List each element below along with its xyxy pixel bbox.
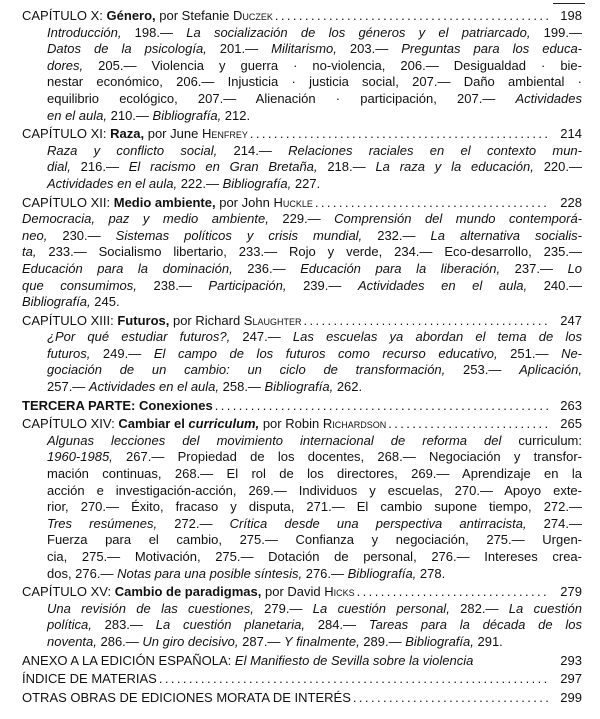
section-segment: Participación,	[208, 277, 287, 293]
dot-leader	[315, 195, 550, 212]
body-line-text	[47, 25, 582, 42]
toc-entry	[22, 313, 582, 396]
heading-text	[22, 8, 273, 25]
section-segment: curriculum:	[518, 432, 582, 448]
section-segment: 237.—	[500, 260, 568, 276]
section-segment: Notas para una posible síntesis,	[117, 565, 303, 581]
section-segment: Bibliografía,	[152, 107, 222, 123]
page-number: 198	[560, 8, 582, 23]
heading-segment: curriculum,	[188, 416, 260, 432]
section-segment: El campo de los futuros como recurso educativo,	[153, 345, 498, 361]
section-segment: 201.—	[206, 41, 272, 57]
section-segment: política,	[47, 617, 92, 633]
toc-heading[interactable]	[22, 584, 582, 601]
body-line-text	[47, 143, 582, 160]
section-segment: equilibrio ecológico, 207.— Alienación · participación, 207.—	[47, 90, 516, 106]
section-segment: Algunas lecciones del movimiento internacional de reforma del	[47, 432, 519, 448]
section-segment: mación continuas, 268.— El rol de los directores, 269.— Aprendizaje en la	[47, 466, 582, 482]
section-segment: Tareas para la década de los	[368, 617, 583, 633]
section-segment: rior, 270.— Éxito, fracaso y disputa, 271.— El cambio supone tiempo, 272.—	[47, 499, 582, 515]
body-line-text	[47, 433, 582, 450]
section-segment: Sistemas políticos y crisis mundial,	[115, 227, 363, 243]
section-segment: 289.—	[359, 633, 406, 649]
section-segment: 236.—	[232, 260, 301, 276]
body-line-text	[22, 261, 582, 278]
section-segment: 278.	[416, 565, 446, 581]
page-number: 214	[560, 126, 582, 142]
section-segment: Y finalmente,	[284, 633, 360, 649]
heading-segment: Richardson	[322, 416, 387, 432]
heading-text	[22, 195, 313, 212]
section-segment: Ne-	[561, 345, 583, 361]
body-line	[47, 499, 582, 516]
section-segment: Educación para la dominación,	[22, 260, 233, 276]
heading-segment: CAPÍTULO X:	[22, 8, 107, 23]
body-line	[47, 532, 582, 549]
section-segment: Actividades en el aula,	[358, 277, 528, 293]
section-segment: 274.—	[526, 515, 582, 531]
section-segment: 247.—	[230, 329, 293, 345]
section-segment: 210.—	[107, 107, 153, 123]
section-segment: Actividades en el aula,	[88, 379, 220, 395]
section-segment: 286.—	[96, 633, 143, 649]
section-segment: 251.—	[497, 345, 562, 361]
section-segment: 212.	[221, 107, 251, 123]
section-segment: Fuerza para el cambio, 275.— Confianza y negociación, 275.— Urgen-	[47, 532, 582, 548]
heading-segment: OTRAS OBRAS DE EDICIONES MORATA DE INTERÉS	[22, 689, 351, 705]
heading-segment: por Stefanie	[155, 8, 233, 23]
section-segment: 291.	[473, 633, 503, 649]
toc-heading[interactable]	[22, 653, 582, 670]
body-line	[47, 91, 582, 108]
section-segment: 276.—	[302, 565, 348, 581]
section-segment: Aplicación,	[519, 362, 582, 378]
page-number: 265	[560, 416, 582, 432]
heading-segment: Cambiar el	[118, 416, 189, 432]
heading-segment: por Robin	[259, 416, 323, 432]
heading-text	[22, 313, 301, 330]
section-segment: Actividades en el aula,	[47, 175, 178, 191]
section-segment: Democracia, paz y medio ambiente,	[22, 211, 269, 227]
section-segment: ¿Por qué estudiar futuros?,	[47, 329, 231, 345]
section-segment: 253.—	[445, 362, 520, 378]
toc-entry	[22, 671, 582, 688]
dot-leader	[159, 671, 550, 688]
heading-segment: por David	[261, 584, 325, 600]
toc-entry	[22, 584, 582, 650]
heading-text	[22, 690, 351, 707]
body-line	[47, 41, 582, 58]
section-segment: Bibliografía,	[405, 633, 474, 649]
heading-segment: TERCERA PARTE: Conexiones	[22, 397, 213, 413]
section-segment: ta,	[22, 244, 37, 260]
section-segment: acción e investigación-acción, 269.— Individuos y escuelas, 270.— Apoyo exte-	[47, 482, 582, 498]
toc-entry	[22, 8, 582, 124]
section-segment: 203.—	[336, 41, 402, 57]
heading-segment: El Manifiesto de Sevilla sobre la violencia	[234, 652, 474, 668]
body-line	[47, 379, 582, 396]
section-segment: dos, 276.—	[47, 565, 118, 581]
dot-leader	[275, 8, 550, 25]
section-segment: 1960-1985,	[47, 449, 113, 465]
section-segment: La cuestión personal,	[312, 600, 450, 616]
section-segment: Relaciones raciales en el contexto mun-	[288, 142, 582, 158]
section-segment: Bibliografía,	[347, 565, 417, 581]
section-segment: 214.—	[217, 142, 289, 158]
table-of-contents	[22, 8, 582, 706]
body-line-text	[47, 549, 582, 566]
dot-leader	[303, 313, 550, 330]
section-segment: Introducción,	[47, 24, 122, 40]
section-segment: 257.—	[47, 379, 89, 395]
heading-text	[22, 126, 248, 143]
section-segment: dial,	[47, 159, 71, 175]
body-line-text	[47, 566, 582, 583]
section-list	[22, 329, 582, 395]
section-segment: Bibliografía,	[222, 175, 292, 191]
heading-segment: CAPÍTULO XII:	[22, 194, 114, 210]
section-list	[22, 211, 582, 311]
body-line	[22, 278, 582, 295]
section-segment: 283.—	[91, 617, 156, 633]
section-segment: 262.	[333, 379, 363, 395]
body-line	[47, 566, 582, 583]
body-line	[22, 261, 582, 278]
section-segment: cia, 275.— Motivación, 275.— Dotación de personal, 276.— Intereses crea-	[47, 549, 582, 564]
section-segment: futuros,	[47, 345, 91, 361]
page-number: 263	[560, 397, 582, 413]
section-segment: 220.—	[533, 159, 582, 175]
section-segment: Bibliografía,	[22, 294, 91, 310]
toc-heading[interactable]	[22, 8, 582, 25]
dot-leader	[353, 690, 550, 707]
section-segment: La raza y la educación,	[375, 159, 534, 175]
heading-text	[22, 584, 355, 601]
section-list	[22, 25, 582, 125]
heading-text	[22, 671, 157, 688]
body-line-text	[47, 449, 582, 466]
heading-segment: CAPÍTULO XIV:	[22, 416, 119, 432]
toc-heading[interactable]	[22, 398, 582, 415]
body-line	[47, 176, 582, 193]
section-list	[22, 143, 582, 193]
toc-heading[interactable]	[22, 313, 582, 330]
section-segment: dores,	[47, 57, 84, 73]
section-segment: 240.—	[527, 277, 582, 293]
heading-segment: CAPÍTULO XV:	[22, 584, 115, 600]
body-line	[47, 25, 582, 42]
body-line	[47, 483, 582, 500]
body-line-text	[47, 346, 582, 363]
heading-segment: Duczek	[232, 8, 273, 23]
body-line	[47, 346, 582, 363]
body-line-text	[47, 466, 582, 483]
section-segment: El racismo en Gran Bretaña,	[128, 159, 318, 175]
body-line	[47, 634, 582, 651]
section-segment: 245.	[90, 294, 120, 310]
section-segment: noventa,	[47, 633, 97, 649]
body-line-text	[47, 91, 582, 108]
section-segment: Una revisión de las cuestiones,	[47, 600, 254, 616]
body-line	[22, 211, 582, 228]
page-number: 279	[560, 584, 582, 600]
section-segment: Un giro decisivo,	[142, 633, 239, 649]
page-number: 297	[560, 671, 582, 687]
body-line-text	[22, 211, 582, 228]
heading-text	[22, 653, 473, 670]
section-segment: Comprensión del mundo contemporá-	[334, 211, 583, 227]
section-segment: 287.—	[238, 633, 285, 649]
section-segment: 238.—	[136, 277, 209, 293]
section-segment: Educación para la liberación,	[300, 260, 501, 276]
section-segment: 282.—	[449, 600, 509, 616]
body-line-text	[47, 108, 582, 125]
page-number: 293	[560, 652, 582, 668]
toc-entry	[22, 398, 582, 415]
heading-segment: CAPÍTULO XI:	[22, 126, 111, 142]
heading-segment: por John	[215, 194, 274, 210]
section-segment: 216.—	[70, 159, 129, 175]
body-line	[47, 362, 582, 379]
heading-segment: Futuros,	[117, 312, 170, 328]
body-line-text	[47, 74, 582, 91]
toc-heading[interactable]	[22, 126, 582, 143]
body-line	[22, 244, 582, 261]
dot-leader	[388, 416, 550, 433]
body-line	[47, 433, 582, 450]
section-segment: La alternativa socialis-	[430, 227, 582, 243]
body-line-text	[47, 176, 582, 193]
heading-segment: Género,	[106, 8, 156, 23]
section-segment: Preguntas para los educa-	[401, 41, 583, 57]
heading-segment: ANEXO A LA EDICIÓN ESPAÑOLA:	[22, 652, 235, 668]
heading-segment: CAPÍTULO XIII:	[22, 312, 118, 328]
heading-text	[22, 398, 213, 415]
section-segment: 279.—	[253, 600, 313, 616]
toc-entry	[22, 195, 582, 311]
body-line-text	[47, 601, 582, 618]
header-rule	[553, 3, 585, 4]
body-line-text	[47, 516, 582, 533]
body-line-text	[47, 617, 582, 634]
section-segment: 267.— Propiedad de los docentes, 268.— Negociación y transfor-	[112, 449, 582, 465]
toc-heading[interactable]	[22, 416, 582, 433]
section-segment: 233.— Socialismo libertario, 233.— Rojo y verde, 234.— Eco-desarrollo, 235.—	[36, 244, 582, 260]
section-segment: 199.—	[530, 24, 582, 40]
body-line	[47, 58, 582, 75]
body-line	[47, 108, 582, 125]
section-segment: 227.	[291, 175, 321, 191]
heading-segment: Slaughter	[243, 312, 302, 328]
heading-segment: ÍNDICE DE MATERIAS	[22, 671, 157, 687]
section-segment: 258.—	[219, 379, 265, 395]
section-segment: La cuestión	[508, 600, 582, 616]
body-line-text	[47, 329, 582, 346]
body-line	[47, 74, 582, 91]
section-segment: 249.—	[90, 345, 154, 361]
body-line	[47, 329, 582, 346]
section-segment: neo,	[22, 227, 48, 243]
heading-text	[22, 416, 386, 433]
section-segment: gociación de un cambio: un ciclo de transformación,	[47, 362, 446, 378]
heading-segment: por Richard	[169, 312, 244, 328]
body-line	[22, 294, 582, 311]
toc-entry	[22, 416, 582, 582]
section-segment: Crítica desde una perspectiva antirracista,	[229, 515, 527, 531]
body-line-text	[22, 278, 582, 295]
section-list	[22, 601, 582, 651]
section-segment: 222.—	[177, 175, 223, 191]
section-segment: Raza y conflicto social,	[47, 142, 218, 158]
section-segment: 232.—	[362, 227, 431, 243]
toc-heading[interactable]	[22, 671, 582, 688]
heading-segment: Hicks	[324, 584, 355, 600]
dot-leader	[250, 126, 550, 143]
heading-segment: Henfrey	[201, 126, 248, 142]
section-segment: La socialización de los géneros y el patriarcado,	[186, 24, 531, 40]
heading-segment: por June	[144, 126, 202, 142]
section-segment: en el aula,	[47, 107, 107, 123]
body-line-text	[47, 58, 582, 75]
body-line	[47, 549, 582, 566]
body-line	[47, 617, 582, 634]
body-line-text	[47, 159, 582, 176]
body-line-text	[47, 483, 582, 500]
page-number: 299	[560, 689, 582, 705]
body-line	[47, 159, 582, 176]
toc-entry	[22, 126, 582, 192]
section-segment: que consumimos,	[22, 277, 137, 293]
section-segment: 272.—	[157, 515, 230, 531]
body-line	[47, 449, 582, 466]
section-segment: 284.—	[304, 617, 369, 633]
body-line	[47, 601, 582, 618]
section-segment: Datos de la psicología,	[47, 41, 207, 57]
section-list	[22, 433, 582, 582]
body-line-text	[47, 362, 582, 379]
body-line	[47, 466, 582, 483]
body-line-text	[47, 379, 582, 396]
section-segment: Actividades	[515, 90, 582, 106]
body-line	[47, 143, 582, 160]
section-segment: 218.—	[317, 159, 376, 175]
body-line-text	[22, 244, 582, 261]
body-line-text	[47, 499, 582, 516]
heading-segment: Raza,	[110, 126, 145, 142]
toc-entry	[22, 653, 582, 670]
body-line	[47, 516, 582, 533]
section-segment: 198.—	[121, 24, 187, 40]
dot-leader	[215, 398, 550, 415]
section-segment: Lo	[567, 260, 583, 276]
section-segment: 205.— Violencia y guerra · no-violencia, 206.— Desigualdad · bie-	[83, 57, 582, 73]
section-segment: Militarismo,	[271, 41, 337, 57]
body-line-text	[22, 228, 582, 245]
section-segment: Tres resúmenes,	[47, 515, 158, 531]
dot-leader	[357, 584, 550, 601]
heading-segment: Cambio de paradigmas,	[114, 584, 262, 600]
body-line	[22, 228, 582, 245]
toc-heading[interactable]	[22, 195, 582, 212]
toc-heading[interactable]	[22, 690, 582, 707]
body-line-text	[47, 532, 582, 549]
heading-segment: Medio ambiente,	[113, 194, 216, 210]
body-line-text	[22, 294, 582, 311]
page-number: 247	[560, 312, 582, 328]
section-segment: 230.—	[47, 227, 116, 243]
section-segment: 229.—	[268, 211, 335, 227]
body-line-text	[47, 41, 582, 58]
section-segment: 239.—	[286, 277, 358, 293]
section-segment: La cuestión planetaria,	[155, 617, 305, 633]
section-segment: nestar económico, 206.— Injusticia · justicia social, 207.— Daño ambiental ·	[47, 74, 582, 90]
section-segment: Bibliografía,	[264, 379, 334, 395]
toc-entry	[22, 690, 582, 707]
section-segment: Las escuelas ya abordan el tema de los	[292, 329, 583, 345]
heading-segment: Huckle	[273, 194, 313, 210]
body-line-text	[47, 634, 582, 651]
page-number: 228	[560, 194, 582, 210]
